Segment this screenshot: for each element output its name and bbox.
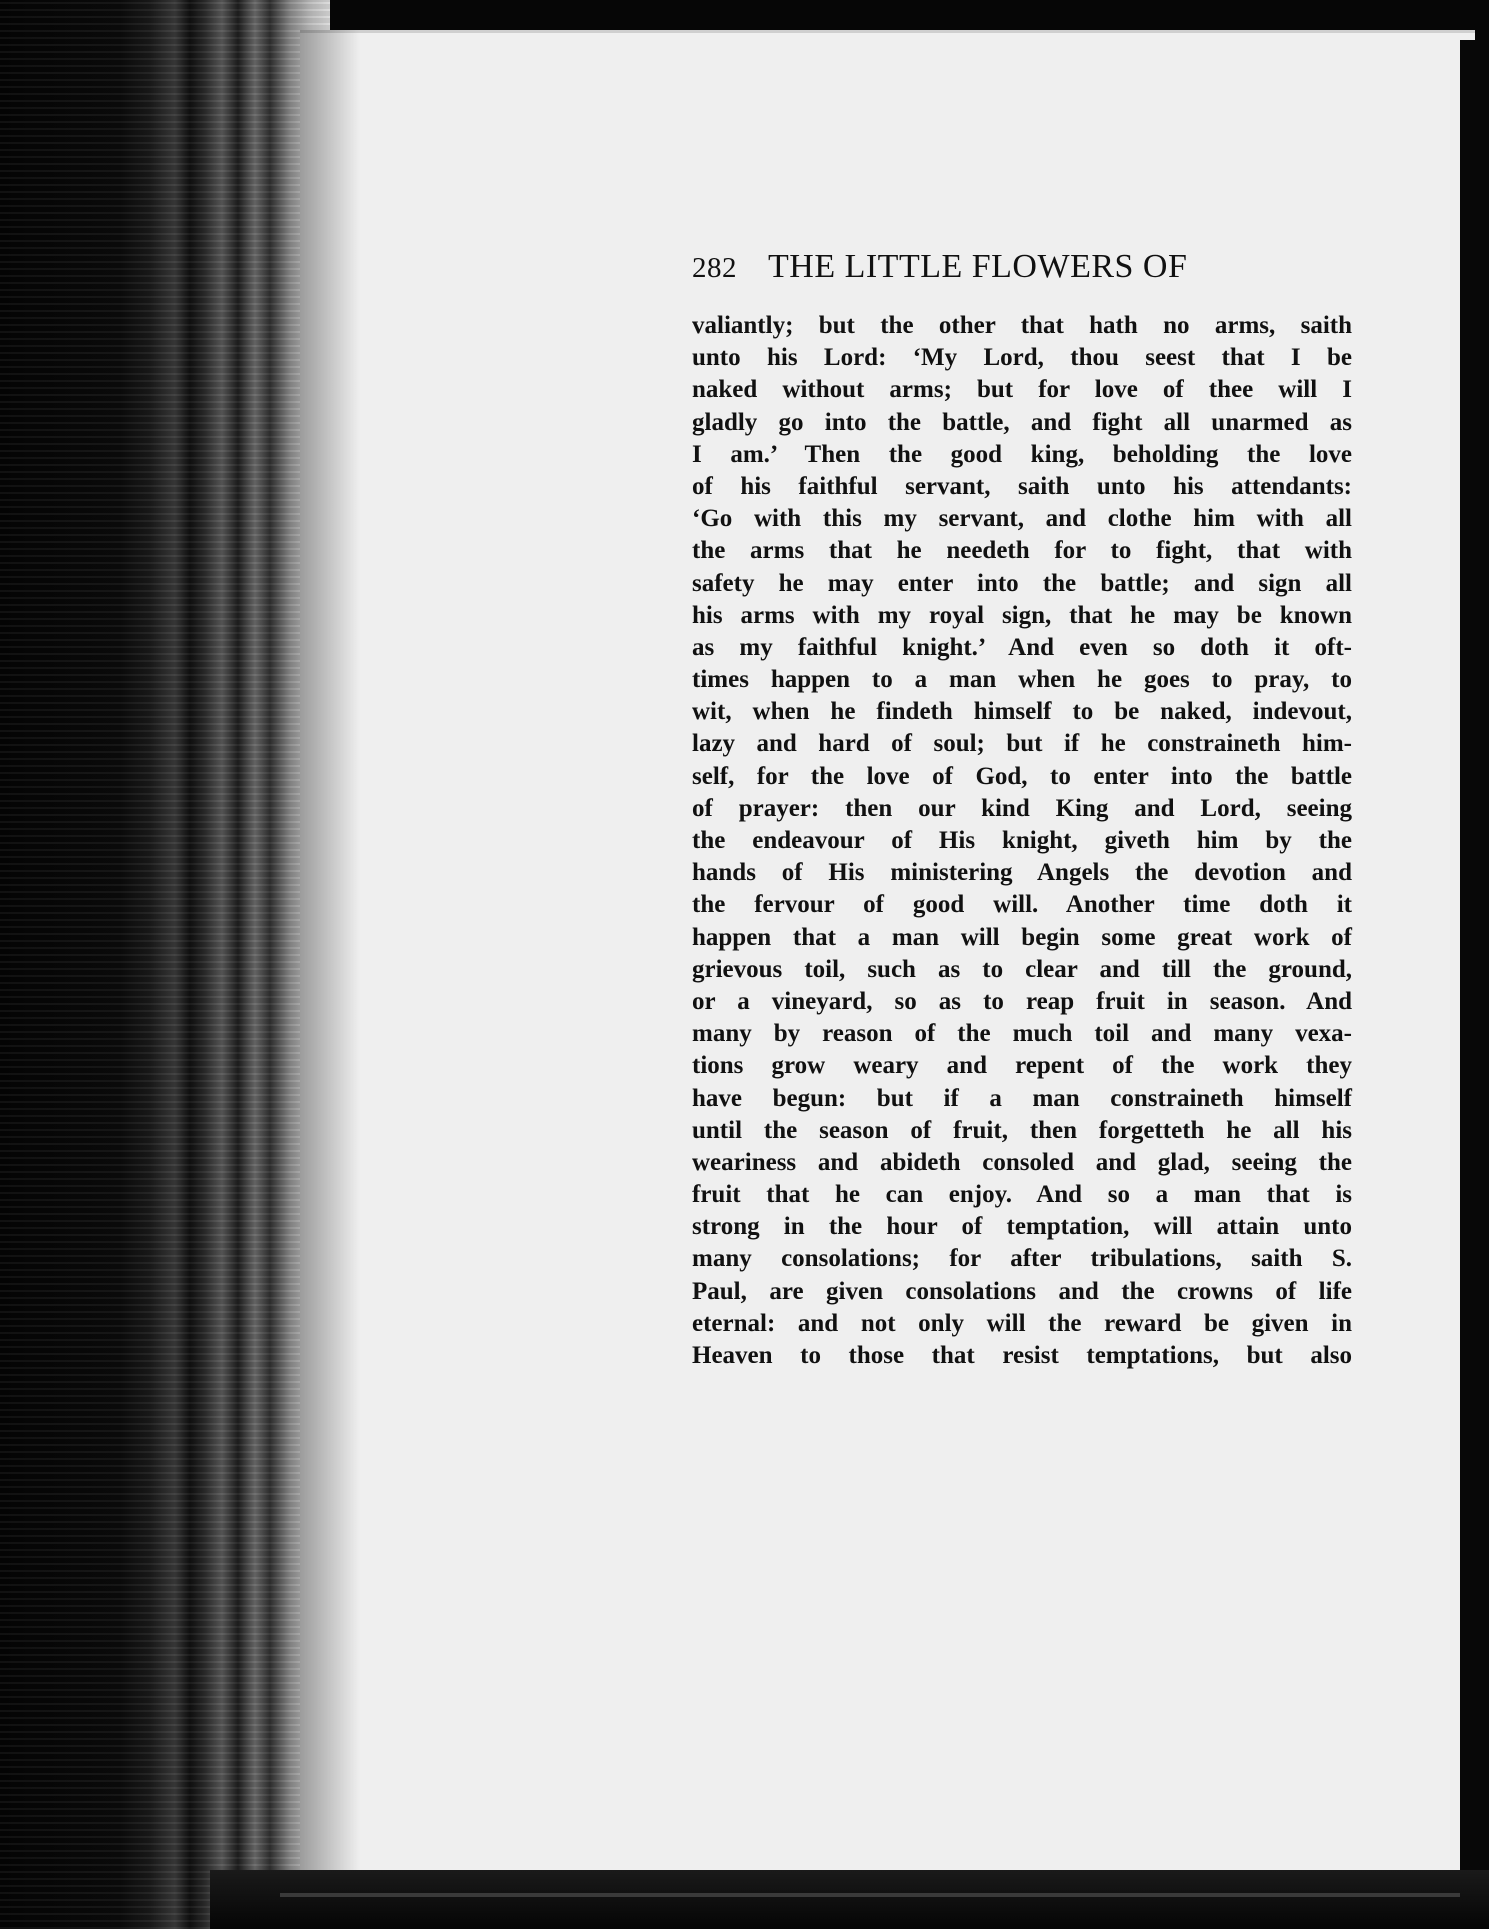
text-line: I am.’ Then the good king, beholding the love: [692, 440, 1352, 468]
right-page-edge: [1460, 40, 1489, 1929]
text-line: unto his Lord: ‘My Lord, thou seest that I be: [692, 344, 1352, 372]
page-number: 282: [692, 252, 737, 284]
text-line: many by reason of the much toil and many vexa-: [692, 1020, 1352, 1048]
text-line: his arms with my royal sign, that he may be known: [692, 601, 1352, 629]
text-line: grievous toil, such as to clear and till the ground,: [692, 955, 1352, 983]
text-line: happen that a man will begin some great work of: [692, 923, 1352, 951]
text-line: Heaven to those that resist temptations, but also: [692, 1342, 1352, 1369]
text-line: eternal: and not only will the reward be given in: [692, 1309, 1352, 1337]
text-line: safety he may enter into the battle; and sign all: [692, 569, 1352, 597]
text-line: valiantly; but the other that hath no arms, saith: [692, 312, 1352, 339]
text-line: naked without arms; but for love of thee will I: [692, 376, 1352, 404]
text-line: fruit that he can enjoy. And so a man that is: [692, 1181, 1352, 1209]
text-line: have begun: but if a man constraineth himself: [692, 1084, 1352, 1112]
text-line: of his faithful servant, saith unto his attendants:: [692, 472, 1352, 500]
text-line: tions grow weary and repent of the work they: [692, 1052, 1352, 1080]
text-line: of prayer: then our kind King and Lord, seeing: [692, 794, 1352, 822]
text-line: gladly go into the battle, and fight all unarmed as: [692, 408, 1352, 436]
text-line: many consolations; for after tribulations, saith S.: [692, 1245, 1352, 1273]
text-line: hands of His ministering Angels the devotion and: [692, 859, 1352, 887]
book-binding: [0, 0, 330, 1929]
text-line: ‘Go with this my servant, and clothe him with all: [692, 505, 1352, 533]
text-line: or a vineyard, so as to reap fruit in season. And: [692, 987, 1352, 1015]
text-line: the fervour of good will. Another time doth it: [692, 891, 1352, 919]
text-line: until the season of fruit, then forgetteth he all his: [692, 1116, 1352, 1144]
text-line: the endeavour of His knight, giveth him by the: [692, 827, 1352, 854]
text-line: Paul, are given consolations and the crowns of life: [692, 1277, 1352, 1305]
running-head: THE LITTLE FLOWERS OF: [768, 248, 1188, 285]
text-line: strong in the hour of temptation, will attain unto: [692, 1213, 1352, 1241]
body-text: [692, 310, 1352, 1372]
text-line: lazy and hard of soul; but if he constraineth him-: [692, 730, 1352, 758]
text-line: weariness and abideth consoled and glad, seeing the: [692, 1148, 1352, 1176]
text-line: the arms that he needeth for to fight, that with: [692, 537, 1352, 565]
text-line: as my faithful knight.’ And even so doth it oft-: [692, 633, 1352, 661]
page-header: [692, 248, 1352, 286]
bottom-edge-line: [280, 1893, 1460, 1897]
text-line: times happen to a man when he goes to pray, to: [692, 666, 1352, 694]
text-line: self, for the love of God, to enter into the battle: [692, 762, 1352, 790]
text-line: wit, when he findeth himself to be naked, indevout,: [692, 698, 1352, 726]
gutter-shadow: [300, 30, 360, 1920]
bottom-page-edge: [210, 1870, 1489, 1929]
